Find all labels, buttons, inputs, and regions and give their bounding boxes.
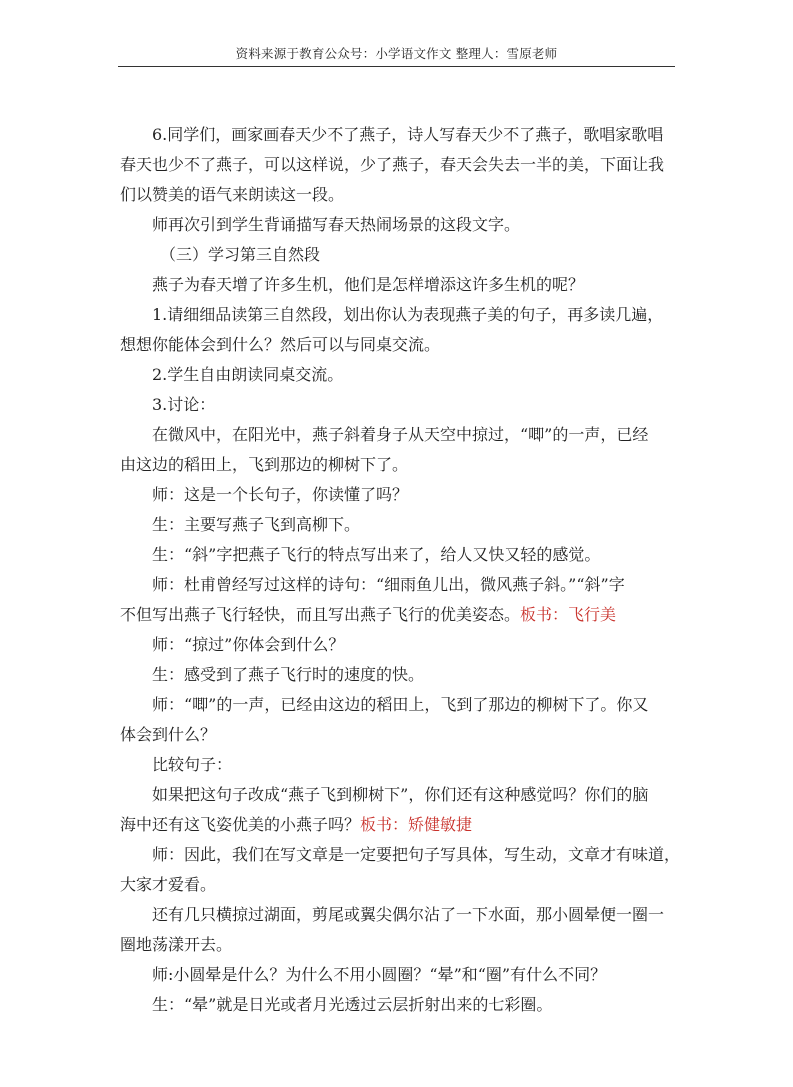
dialogue-line: 师:小圆晕是什么？为什么不用小圆圈？“晕”和“圈”有什么不同？: [152, 965, 607, 984]
paragraph-line: 1.请细细品读第三自然段，划出你认为表现燕子美的句子，再多读几遍，: [152, 305, 664, 324]
paragraph-line: 师再次引到学生背诵描写春天热闹场景的这段文字。: [152, 215, 521, 234]
dialogue-line: [120, 605, 616, 625]
page-header: 资料来源于教育公众号：小学语文作文 整理人：雪原老师: [235, 46, 558, 61]
dialogue-line: 生：感受到了燕子飞行时的速度的快。: [152, 665, 425, 684]
line-text: 不但写出燕子飞行轻快，而且写出燕子飞行的优美姿态。: [120, 605, 521, 624]
paragraph-line: 燕子为春天增了许多生机，他们是怎样增添这许多生机的呢？: [152, 275, 585, 294]
paragraph-line: 想想你能体会到什么？然后可以与同桌交流。: [120, 335, 441, 354]
paragraph-line: 们以赞美的语气来朗读这一段。: [120, 185, 345, 204]
dialogue-line: 师：“唧”的一声，已经由这边的稻田上，飞到了那边的柳树下了。你又: [152, 695, 649, 714]
paragraph-line: 2.学生自由朗读同桌交流。: [152, 365, 344, 384]
header-divider: [118, 66, 675, 67]
paragraph-line: 如果把这句子改成“燕子飞到柳树下”，你们还有这种感觉吗？你们的脑: [152, 785, 649, 804]
line-text: 海中还有这飞姿优美的小燕子吗？: [120, 815, 361, 834]
dialogue-line: 生：“斜”字把燕子飞行的特点写出来了，给人又快又轻的感觉。: [152, 545, 601, 564]
paragraph-line: 由这边的稻田上，飞到那边的柳树下了。: [120, 455, 409, 474]
dialogue-line: 大家才爱看。: [120, 875, 217, 894]
paragraph-line: 春天也少不了燕子，可以这样说，少了燕子，春天会失去一半的美，下面让我: [120, 155, 665, 174]
board-note: 板书：飞行美: [520, 605, 617, 624]
dialogue-line: 师：“掠过”你体会到什么？: [152, 635, 345, 654]
paragraph-line: 在微风中，在阳光中，燕子斜着身子从天空中掠过，“唧”的一声，已经: [152, 425, 649, 444]
dialogue-line: 生：“晕”就是日光或者月光透过云层折射出来的七彩圈。: [152, 995, 553, 1014]
paragraph-line: 6.同学们，画家画春天少不了燕子，诗人写春天少不了燕子，歌唱家歌唱: [152, 125, 664, 144]
dialogue-line: 师：因此，我们在写文章是一定要把句子写具体，写生动，文章才有味道，: [152, 845, 681, 864]
paragraph-line: 3.讨论：: [152, 395, 216, 414]
section-heading: （三）学习第三自然段: [160, 245, 321, 264]
dialogue-line: 师：杜甫曾经写过这样的诗句：“细雨鱼儿出，微风燕子斜。”“斜”字: [152, 575, 625, 594]
paragraph-line: 还有几只横掠过湖面，剪尾或翼尖偶尔沾了一下水面，那小圆晕便一圈一: [152, 905, 665, 924]
dialogue-line: 师：这是一个长句子，你读懂了吗？: [152, 485, 409, 504]
paragraph-line: [120, 815, 472, 835]
dialogue-line: 生：主要写燕子飞到高柳下。: [152, 515, 361, 534]
board-note: 板书：矫健敏捷: [360, 815, 473, 834]
paragraph-line: 圈地荡漾开去。: [120, 935, 233, 954]
dialogue-line: 体会到什么？: [120, 725, 217, 744]
paragraph-line: 比较句子：: [152, 755, 233, 774]
